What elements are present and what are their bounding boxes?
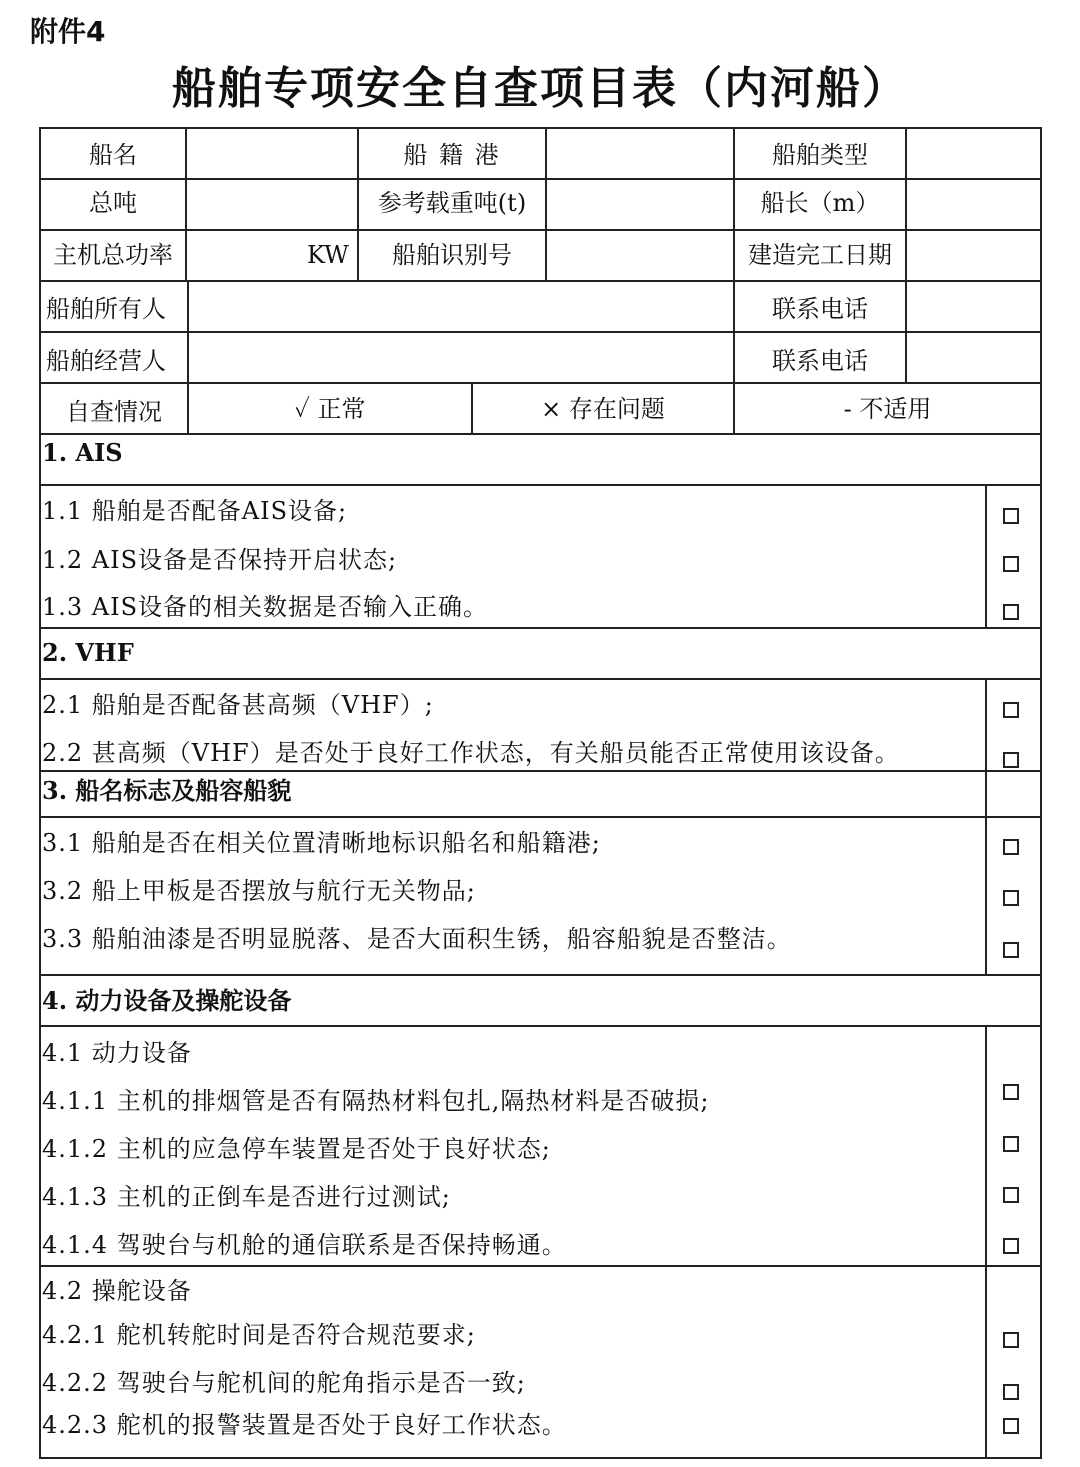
check-item: 2.2 甚高频（VHF）是否处于良好工作状态，有关船员能否正常使用该设备。 xyxy=(42,739,900,767)
label-owner-phone: 联系电话 xyxy=(772,295,868,323)
check-item: 4.1.3 主机的正倒车是否进行过测试; xyxy=(42,1183,451,1211)
checkbox[interactable] xyxy=(1003,1418,1019,1434)
section-title-ship-name-marking: 3. 船名标志及船容船貌 xyxy=(42,776,292,805)
section-title-power-steering: 4. 动力设备及操舵设备 xyxy=(42,986,292,1015)
checkbox[interactable] xyxy=(1003,890,1019,906)
label-operator: 船舶经营人 xyxy=(46,347,166,375)
check-item: 4.2.2 驾驶台与舵机间的舵角指示是否一致; xyxy=(42,1369,526,1397)
check-item: 2.1 船舶是否配备甚高频（VHF）; xyxy=(42,691,434,719)
check-item: 4.2.3 舵机的报警装置是否处于良好工作状态。 xyxy=(42,1411,567,1439)
checkbox[interactable] xyxy=(1003,508,1019,524)
attachment-label: 附件4 xyxy=(30,15,106,48)
section-title-ais: 1. AIS xyxy=(42,438,123,467)
check-item: 1.3 AIS设备的相关数据是否输入正确。 xyxy=(42,593,489,621)
checkbox[interactable] xyxy=(1003,1187,1019,1203)
label-self-check: 自查情况 xyxy=(66,398,162,426)
check-item: 4.2.1 舵机转舵时间是否符合规范要求; xyxy=(42,1321,476,1349)
label-ship-type: 船舶类型 xyxy=(772,141,868,169)
checkbox[interactable] xyxy=(1003,1332,1019,1348)
checkbox[interactable] xyxy=(1003,556,1019,572)
checkbox[interactable] xyxy=(1003,1084,1019,1100)
label-main-power: 主机总功率 xyxy=(53,241,173,269)
checkbox[interactable] xyxy=(1003,1384,1019,1400)
checkbox[interactable] xyxy=(1003,839,1019,855)
checkbox[interactable] xyxy=(1003,752,1019,768)
checkbox[interactable] xyxy=(1003,1238,1019,1254)
label-operator-phone: 联系电话 xyxy=(772,347,868,375)
check-item: 1.2 AIS设备是否保持开启状态; xyxy=(42,546,398,574)
legend-problem: × 存在问题 xyxy=(541,395,665,423)
label-gross-tonnage: 总吨 xyxy=(89,189,137,217)
checkbox[interactable] xyxy=(1003,942,1019,958)
subsection-title: 4.2 操舵设备 xyxy=(42,1277,192,1305)
label-ref-deadweight: 参考载重吨(t) xyxy=(377,189,527,217)
label-owner: 船舶所有人 xyxy=(46,295,166,323)
check-item: 1.1 船舶是否配备AIS设备; xyxy=(42,497,348,525)
section-title-vhf: 2. VHF xyxy=(42,638,134,667)
checkbox[interactable] xyxy=(1003,604,1019,620)
subsection-title: 4.1 动力设备 xyxy=(42,1039,192,1067)
check-item: 4.1.2 主机的应急停车装置是否处于良好状态; xyxy=(42,1135,551,1163)
label-registry-port: 船 籍 港 xyxy=(403,141,501,169)
check-item: 4.1.1 主机的排烟管是否有隔热材料包扎,隔热材料是否破损; xyxy=(42,1087,710,1115)
label-ship-name: 船名 xyxy=(89,141,137,169)
label-ship-length: 船长（m） xyxy=(760,189,880,217)
checkbox[interactable] xyxy=(1003,702,1019,718)
checkbox[interactable] xyxy=(1003,1136,1019,1152)
check-item: 3.3 船舶油漆是否明显脱落、是否大面积生锈，船容船貌是否整洁。 xyxy=(42,925,792,953)
check-item: 4.1.4 驾驶台与机舱的通信联系是否保持畅通。 xyxy=(42,1231,567,1259)
page-title: 船舶专项安全自查项目表（内河船） xyxy=(172,63,908,114)
check-item: 3.1 船舶是否在相关位置清晰地标识船名和船籍港; xyxy=(42,829,601,857)
label-ship-id: 船舶识别号 xyxy=(392,241,512,269)
legend-not-applicable: - 不适用 xyxy=(843,395,932,423)
label-power-unit: KW xyxy=(307,241,349,269)
check-item: 3.2 船上甲板是否摆放与航行无关物品; xyxy=(42,877,476,905)
legend-normal: ✓ 正常 xyxy=(294,395,366,423)
label-build-date: 建造完工日期 xyxy=(748,241,892,269)
